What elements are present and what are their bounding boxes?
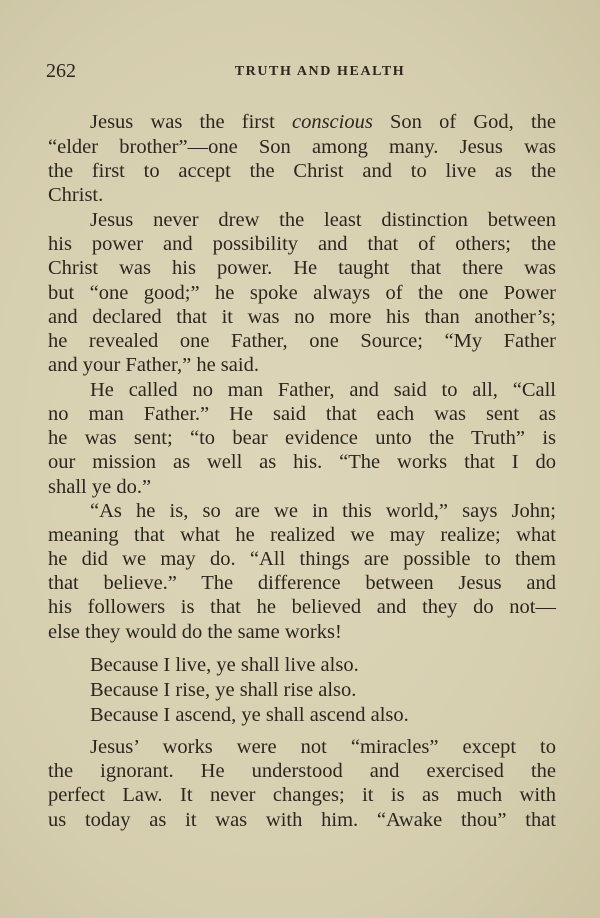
text-line: “elder brother”—one Son among many. Jesus was xyxy=(48,136,556,158)
italic-word: conscious xyxy=(291,111,373,133)
text-line: the ignorant. He understood and exercised the xyxy=(48,760,556,782)
verse-line: Because I ascend, ye shall ascend also. xyxy=(90,704,409,726)
text-line xyxy=(90,110,556,134)
text-line: his power and possibility and that of others; the xyxy=(48,233,556,255)
running-head: TRUTH AND HEALTH xyxy=(234,64,406,79)
verse-line: Because I live, ye shall live also. xyxy=(90,654,359,676)
text-segment: Son of God, the xyxy=(372,111,557,133)
text-segment: Jesus was the first xyxy=(90,111,292,133)
text-line: he revealed one Father, one Source; “My Father xyxy=(48,330,556,352)
text-line: meaning that what he realized we may realize; what xyxy=(48,524,556,546)
text-line: he did we may do. “All things are possible to them xyxy=(48,548,556,570)
text-line: and declared that it was no more his than another’s; xyxy=(48,306,556,328)
verse-line: Because I rise, ye shall rise also. xyxy=(90,679,357,701)
text-line: else they would do the same works! xyxy=(48,621,342,643)
text-line: Jesus never drew the least distinction between xyxy=(90,209,556,231)
page-number: 262 xyxy=(46,60,76,82)
text-line: shall ye do.” xyxy=(48,476,152,498)
text-line: our mission as well as his. “The works that I do xyxy=(48,451,556,473)
text-line: “As he is, so are we in this world,” says John; xyxy=(90,500,556,522)
text-line: Christ. xyxy=(48,184,104,206)
text-line: He called no man Father, and said to all, “Call xyxy=(90,379,556,401)
text-line: that believe.” The difference between Jesus and xyxy=(48,572,556,594)
text-line: Jesus’ works were not “miracles” except to xyxy=(90,736,556,758)
text-line: perfect Law. It never changes; it is as much with xyxy=(48,784,556,806)
text-line: his followers is that he believed and they do not— xyxy=(48,596,556,618)
text-line: us today as it was with him. “Awake thou” that xyxy=(48,809,556,831)
text-line: and your Father,” he said. xyxy=(48,354,259,376)
text-line: the first to accept the Christ and to live as the xyxy=(48,160,556,182)
text-line: no man Father.” He said that each was sent as xyxy=(48,403,556,425)
text-line: but “one good;” he spoke always of the one Power xyxy=(48,282,556,304)
text-line: he was sent; “to bear evidence unto the Truth” is xyxy=(48,427,556,449)
text-line: Christ was his power. He taught that there was xyxy=(48,257,556,279)
